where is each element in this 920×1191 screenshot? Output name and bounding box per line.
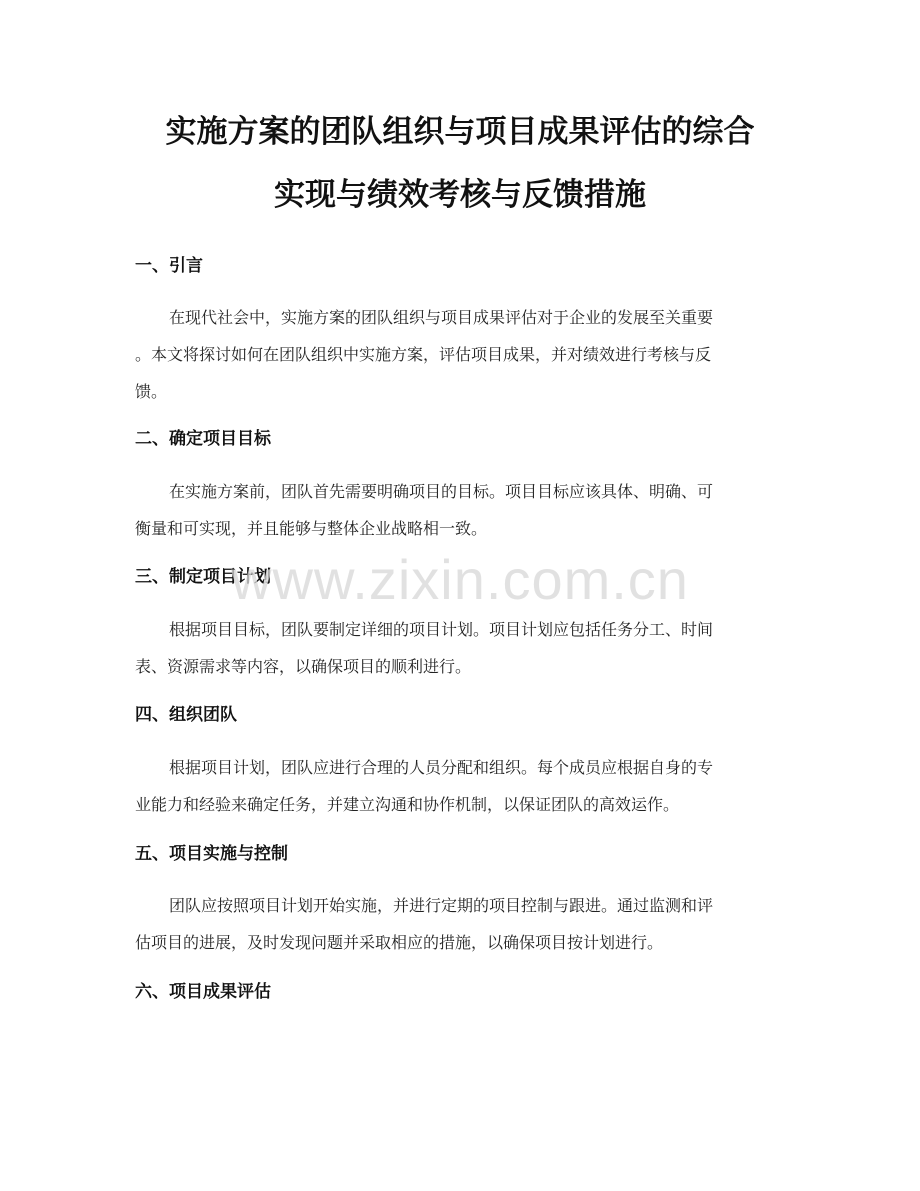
paragraph-line: 。本文将探讨如何在团队组织中实施方案，评估项目成果，并对绩效进行考核与反 (135, 345, 712, 364)
section-heading-introduction: 一、引言 (135, 256, 203, 276)
paragraph-line: 估项目的进展，及时发现问题并采取相应的措施，以确保项目按计划进行。 (135, 933, 664, 952)
paragraph-line: 表、资源需求等内容，以确保项目的顺利进行。 (135, 657, 472, 676)
document-title-line-1: 实施方案的团队组织与项目成果评估的综合 (165, 114, 755, 150)
section-paragraph-organize-team (135, 749, 785, 823)
paragraph-line: 在实施方案前，团队首先需要明确项目的目标。项目目标应该具体、明确、可 (169, 482, 714, 501)
paragraph-line: 衡量和可实现，并且能够与整体企业战略相一致。 (135, 519, 488, 538)
section-heading-project-plan: 三、制定项目计划 (135, 567, 271, 587)
section-paragraph-implementation-control (135, 887, 785, 961)
paragraph-line: 根据项目计划，团队应进行合理的人员分配和组织。每个成员应根据自身的专 (169, 758, 714, 777)
paragraph-line: 在现代社会中，实施方案的团队组织与项目成果评估对于企业的发展至关重要 (169, 308, 714, 327)
section-paragraph-project-goals (135, 473, 785, 547)
paragraph-line: 业能力和经验来确定任务，并建立沟通和协作机制，以保证团队的高效运作。 (135, 795, 680, 814)
paragraph-line: 根据项目目标，团队要制定详细的项目计划。项目计划应包括任务分工、时间 (169, 620, 714, 639)
section-heading-implementation-control: 五、项目实施与控制 (135, 844, 288, 864)
section-heading-results-evaluation: 六、项目成果评估 (135, 982, 271, 1002)
section-paragraph-introduction (135, 299, 785, 410)
section-paragraph-project-plan (135, 611, 785, 685)
document-title-line-2: 实现与绩效考核与反馈措施 (274, 177, 646, 213)
watermark: www.zixin.com.cn (231, 548, 689, 611)
section-heading-organize-team: 四、组织团队 (135, 705, 237, 725)
paragraph-line: 团队应按照项目计划开始实施，并进行定期的项目控制与跟进。通过监测和评 (169, 896, 714, 915)
paragraph-line: 馈。 (135, 382, 168, 401)
section-heading-project-goals: 二、确定项目目标 (135, 429, 271, 449)
